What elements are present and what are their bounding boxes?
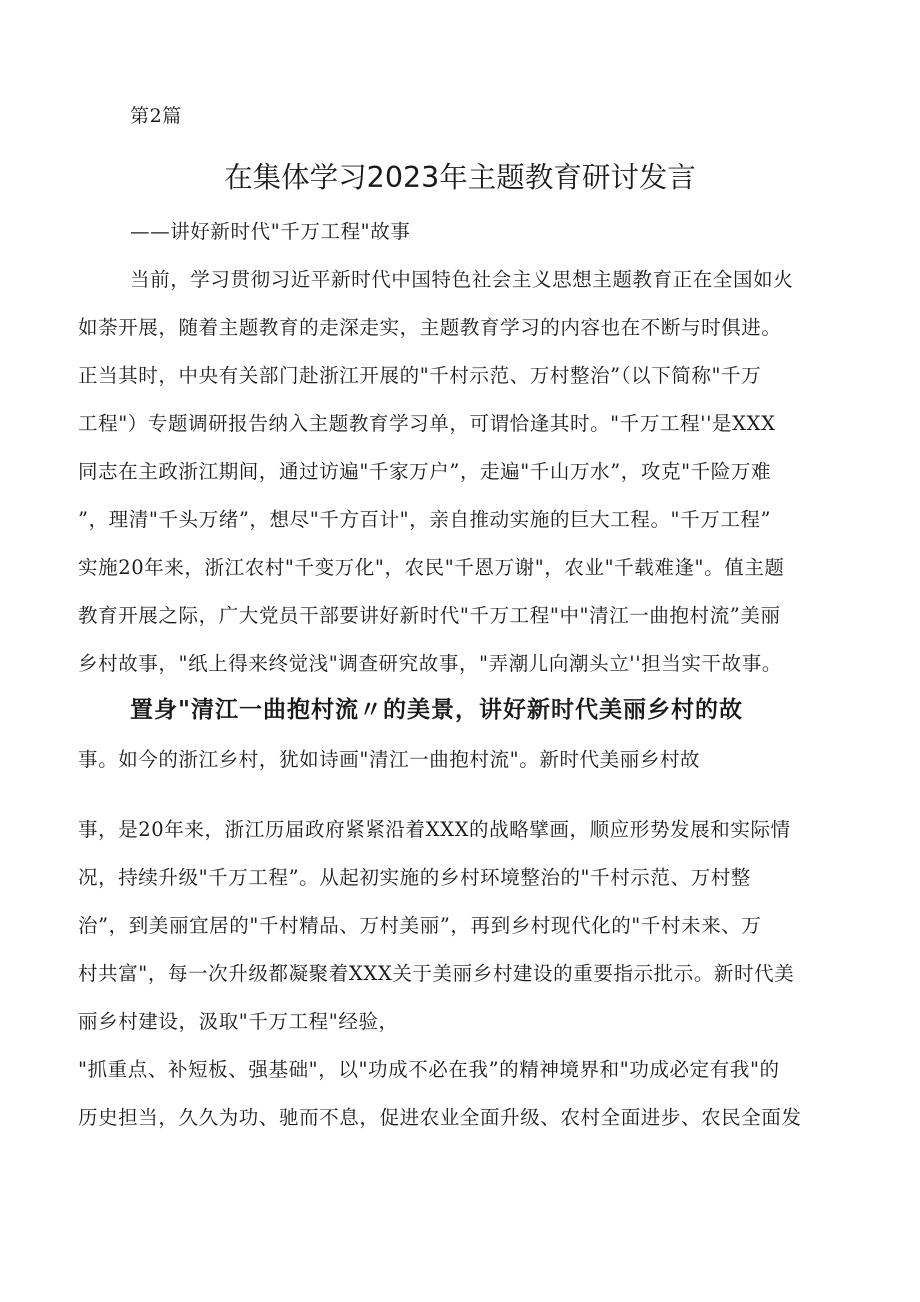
paragraph-2-line: 况，持续升级"千万工程”。从起初实施的乡村环境整治的"千村示范、万村整	[78, 866, 751, 889]
document-subtitle: ——讲好新时代"千万工程"故事	[130, 220, 411, 243]
paragraph-1-line: 工程"）专题调研报告纳入主题教育学习单，可谓恰逢其时。"千万工程''是XXX	[78, 412, 776, 435]
paragraph-1-line: 如荼开展，随着主题教育的走深走实，主题教育学习的内容也在不断与时俱进。	[78, 316, 782, 339]
paragraph-2-line: 治”，到美丽宜居的"千村精品、万村美丽”，再到乡村现代化的"千村未来、万	[78, 914, 762, 937]
section-heading-continuation: 事。如今的浙江乡村，犹如诗画"清江一曲抱村流"。新时代美丽乡村故	[78, 748, 701, 771]
paragraph-2-line: 事，是20年来，浙江历届政府紧紧沿着XXX的战略擘画，顺应形势发展和实际情	[78, 818, 791, 841]
paragraph-1-line: 乡村故事，"纸上得来终觉浅"调查研究故事，"弄潮儿向潮头立''担当实干故事。	[78, 652, 782, 675]
paragraph-1-line: 实施20年来，浙江农村"千变万化"，农民"千恩万谢"，农业"千载难逢"。值主题	[78, 556, 785, 579]
paragraph-1-line: 当前，学习贯彻习近平新时代中国特色社会主义思想主题教育正在全国如火	[130, 268, 794, 291]
paragraph-2-line: "抓重点、补短板、强基础"，以"功成不必在我”的精神境界和"功成必定有我"的	[78, 1058, 780, 1081]
paragraph-1-line: 教育开展之际，广大党员干部要讲好新时代"千万工程"中"清江一曲抱村流”美丽	[78, 604, 781, 627]
paragraph-1-line: 同志在主政浙江期间，通过访遍"千家万户”，走遍"千山万水”，攻克"千险万难	[78, 460, 772, 483]
paragraph-1-line: ”，理清"千头万绪”，想尽"千方百计"，亲自推动实施的巨大工程。"千万工程”	[78, 508, 772, 531]
paragraph-2-line: 历史担当，久久为功、驰而不息，促进农业全面升级、农村全面进步、农民全面发	[78, 1106, 802, 1129]
paragraph-2-line: 丽乡村建设，汲取"千万工程"经验，	[78, 1010, 399, 1033]
document-title: 在集体学习2023年主题教育研讨发言	[224, 161, 696, 194]
section-heading: 置身"清江一曲抱村流〃的美景，讲好新时代美丽乡村的故	[130, 696, 743, 723]
paragraph-1-line: 正当其时，中央有关部门赴浙江开展的"千村示范、万村整治”（以下简称"千万	[78, 364, 762, 387]
article-number-label: 第2篇	[130, 105, 182, 127]
paragraph-2-line: 村共富"，每一次升级都凝聚着XXX关于美丽乡村建设的重要指示批示。新时代美	[78, 962, 795, 985]
